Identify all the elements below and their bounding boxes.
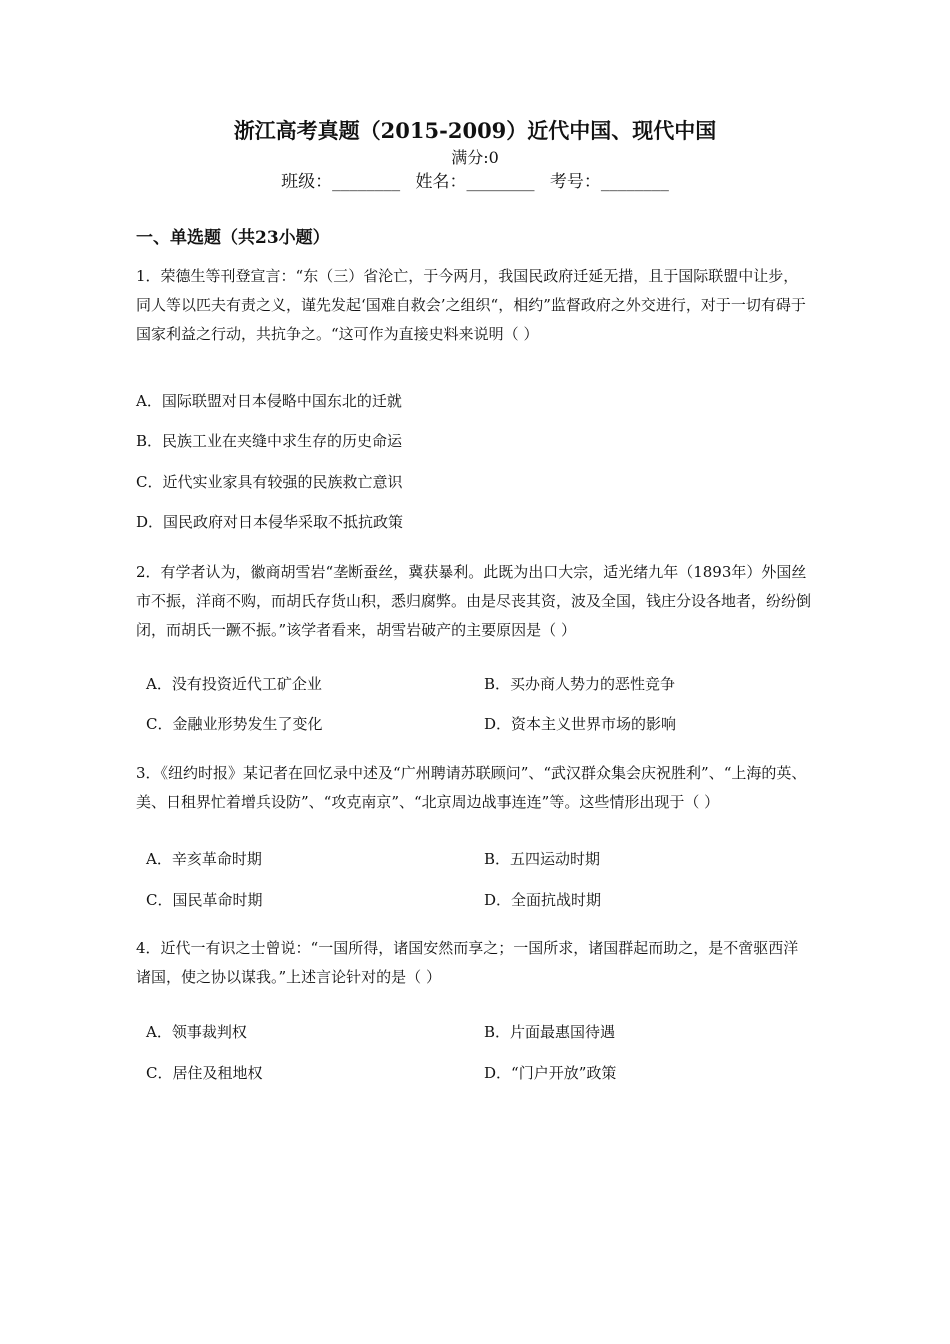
question-1-stem: 1．荣德生等刊登宣言：“东（三）省沦亡，于今两月，我国民政府迁延无措，且于国际联盟中让步，同人等以匹夫有责之义，谨先发起‘国难自救会’之组织“，相约”监督政府之外交进行，对于一切有碍于国家利益之行动，共抗争之。“这可作为直接史料来说明（ ）: [136, 267, 806, 343]
name-label: 姓名：: [415, 172, 467, 192]
exam-title: 浙江高考真题（2015-2009）近代中国、现代中国: [233, 118, 717, 143]
question-3-option-d: D．全面抗战时期: [484, 891, 602, 909]
exam-number-blank: ________: [600, 172, 669, 192]
class-label: 班级：: [281, 172, 333, 192]
question-4-option-d: D．“门户开放”政策: [484, 1064, 617, 1082]
student-info-line: [0, 170, 950, 194]
question-4-option-b: B．片面最惠国待遇: [484, 1023, 616, 1041]
question-4-stem: 4．近代一有识之士曾说：“一国所得，诸国安然而享之；一国所求，诸国群起而助之，是不啻驱西洋诸国，使之协以谋我。”上述言论针对的是（ ）: [136, 939, 799, 986]
question-3-option-b: B．五四运动时期: [484, 850, 601, 868]
section-title: 一、单选题（共23小题）: [136, 228, 330, 248]
question-1-option-d: D．国民政府对日本侵华采取不抵抗政策: [136, 513, 404, 531]
question-3-stem: 3．《纽约时报》某记者在回忆录中述及“广州聘请苏联顾问”、“武汉群众集会庆祝胜利”、“上海的英、美、日租界忙着增兵设防”、“攻克南京”、“北京周边战事连连”等。这些情形出现于（ ）: [136, 764, 807, 811]
question-2-option-c: C．金融业形势发生了变化: [146, 715, 323, 733]
question-3-option-c: C．国民革命时期: [146, 891, 263, 909]
question-3-option-a: A．辛亥革命时期: [146, 850, 262, 868]
exam-number-field: [550, 172, 669, 192]
class-blank: ________: [332, 172, 401, 192]
question-2-option-a: A．没有投资近代工矿企业: [146, 675, 322, 693]
question-1-option-c: C．近代实业家具有较强的民族救亡意识: [136, 473, 403, 491]
exam-number-label: 考号：: [549, 172, 601, 192]
question-1-option-b: B．民族工业在夹缝中求生存的历史命运: [136, 432, 403, 450]
name-blank: ________: [466, 172, 535, 192]
question-2-option-b: B．买办商人势力的恶性竞争: [484, 675, 676, 693]
class-field: [281, 172, 400, 192]
question-4-option-a: A．领事裁判权: [146, 1023, 247, 1041]
question-1-option-a: A．国际联盟对日本侵略中国东北的迁就: [136, 392, 402, 410]
question-4-option-c: C．居住及租地权: [146, 1064, 263, 1082]
question-2-stem: 2．有学者认为，徽商胡雪岩“垄断蚕丝，冀获暴利。此既为出口大宗，适光绪九年（1893年）外国丝市不振，洋商不购，而胡氏存货山积，悉归腐弊。由是尽丧其资，波及全国，钱庄分设各地者，纷纷倒闭，而胡氏一蹶不振。”该学者看来，胡雪岩破产的主要原因是（ ）: [136, 563, 812, 639]
full-score: 满分:0: [451, 148, 499, 167]
name-field: [416, 172, 535, 192]
question-2-option-d: D．资本主义世界市场的影响: [484, 715, 677, 733]
